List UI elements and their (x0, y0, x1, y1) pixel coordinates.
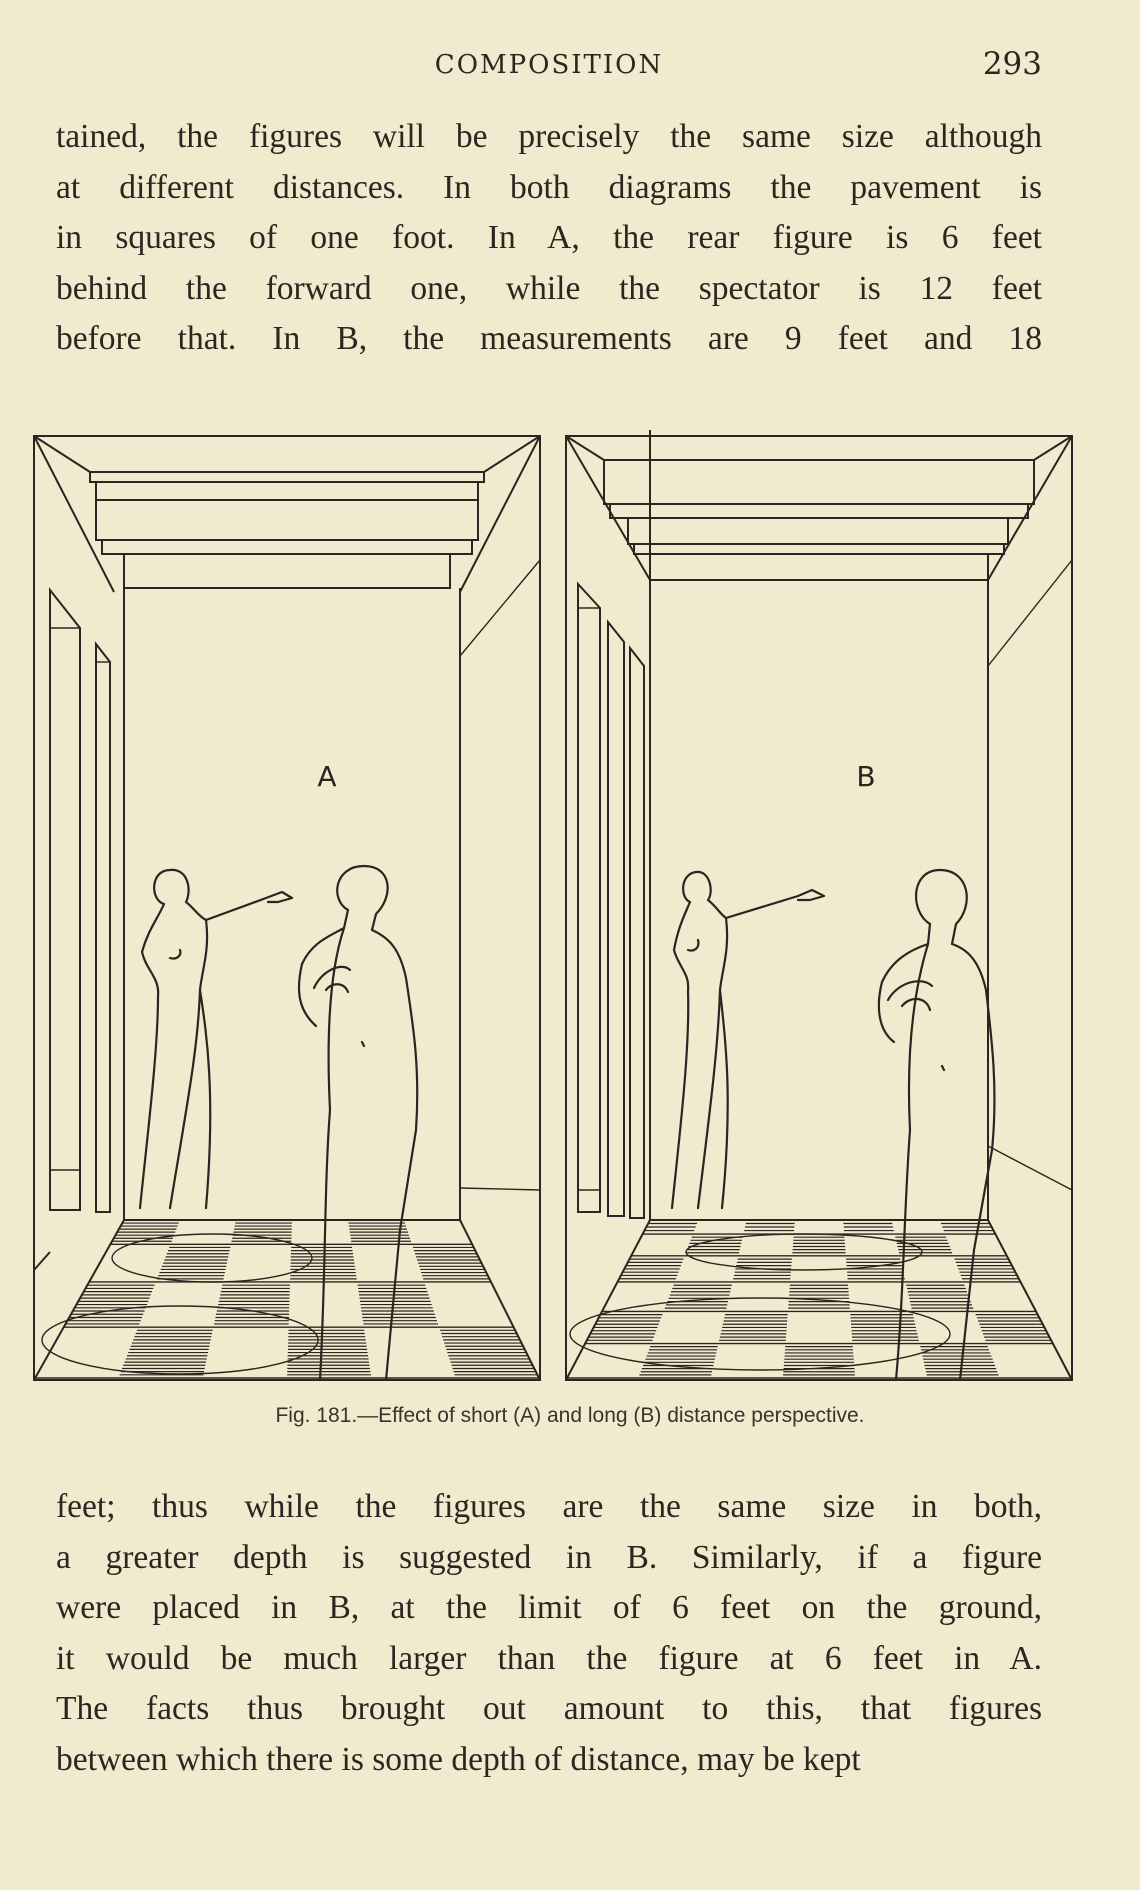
panel-b-label: B (856, 760, 876, 793)
panel-a (34, 436, 540, 1380)
text-line: between which there is some depth of distance, may be kept (56, 1740, 861, 1778)
paragraph-top (56, 112, 1042, 365)
text-line: were placed in B, at the limit of 6 feet on the ground, (56, 1589, 1042, 1626)
text-line: tained, the figures will be precisely the same size although (56, 118, 1042, 155)
perspective-figure (30, 430, 1076, 1386)
panel-b (566, 430, 1072, 1380)
text-line: in squares of one foot. In A, the rear figure is 6 feet (56, 219, 1042, 256)
text-line: at different distances. In both diagrams the pavement is (56, 168, 1042, 206)
text-line: it would be much larger than the figure at 6 feet in A. (56, 1639, 1042, 1677)
text-line: a greater depth is suggested in B. Similarly, if a figure (56, 1538, 1042, 1576)
text-line: The facts thus brought out amount to this, that figures (56, 1690, 1042, 1727)
rear-figure (672, 872, 824, 1208)
running-head (56, 44, 1042, 84)
page-number: 293 (982, 46, 1042, 82)
text-line: before that. In B, the measurements are 9 feet and 18 (56, 320, 1042, 357)
text-line: feet; thus while the figures are the same size in both, (56, 1488, 1042, 1525)
text-line: behind the forward one, while the spectator is 12 feet (56, 269, 1042, 307)
paragraph-bottom (56, 1482, 1042, 1785)
panel-a-label: A (317, 760, 337, 793)
front-figure (879, 870, 995, 1380)
rear-figure (140, 870, 292, 1208)
front-figure (299, 866, 417, 1380)
figure-caption: Fig. 181.—Effect of short (A) and long (B) distance perspective. (275, 1404, 865, 1427)
running-title: COMPOSITION (434, 50, 664, 80)
